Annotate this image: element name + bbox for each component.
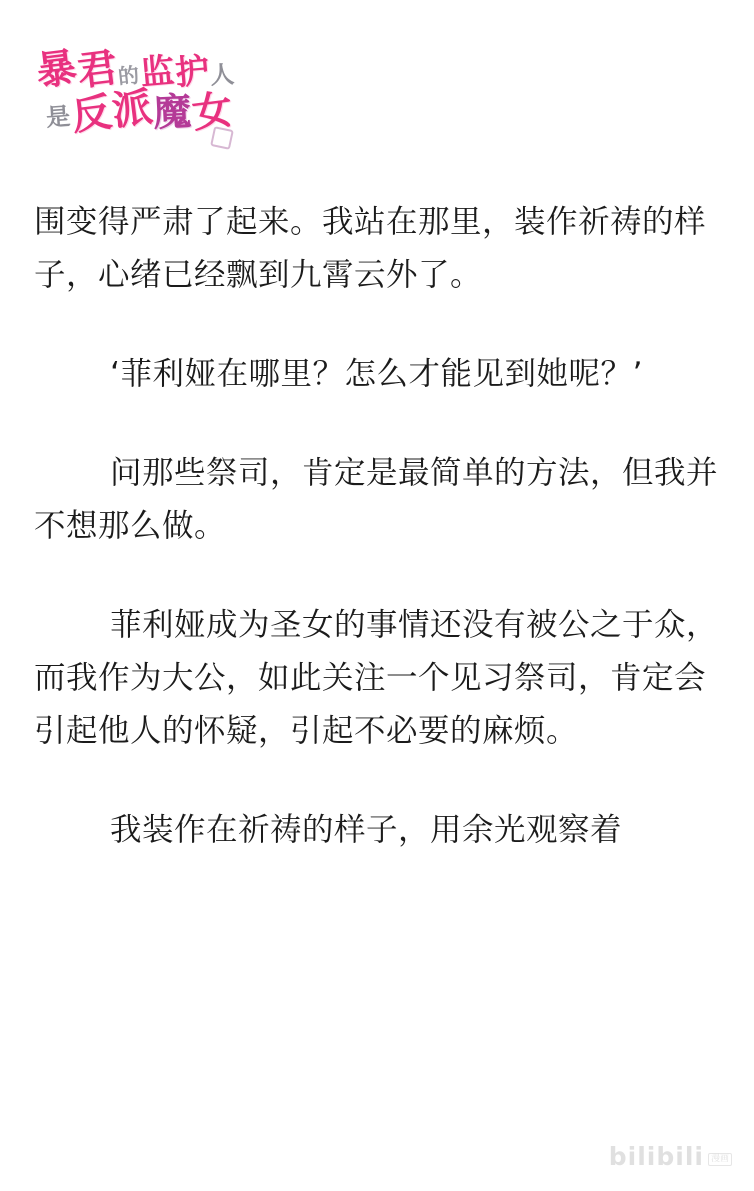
watermark-badge: 漫画 xyxy=(708,1153,732,1166)
title-char-7: 是 xyxy=(45,101,73,132)
sparkle-icon xyxy=(210,126,234,150)
title-char-8: 反派 xyxy=(68,83,156,140)
title-char-1: 暴 xyxy=(33,43,81,96)
title-char-5: 护 xyxy=(173,50,212,94)
chapter-text-body xyxy=(34,196,724,857)
title-char-2: 君 xyxy=(74,43,122,96)
title-char-3: 的 xyxy=(116,61,142,90)
title-char-6: 人 xyxy=(209,59,237,90)
paragraph: 我装作在祈祷的样子，用余光观察着 xyxy=(110,812,623,848)
paragraph: 问那些祭司，肯定是最简单的方法，但我并不想那么做。 xyxy=(34,455,719,544)
title-char-9: 魔 xyxy=(152,88,194,135)
paragraph: 围变得严肃了起来。我站在那里，装作祈祷的样子，心绪已经飘到九霄云外了。 xyxy=(34,204,707,293)
watermark-text: bilibili xyxy=(608,1142,704,1171)
paragraph: ‘菲利娅在哪里？怎么才能见到她呢？’ xyxy=(110,356,644,392)
title-char-10: 女 xyxy=(189,85,237,138)
bilibili-watermark xyxy=(609,1144,732,1169)
series-title-line-2 xyxy=(45,80,237,140)
paragraph: 菲利娅成为圣女的事情还没有被公之于众，而我作为大公，如此关注一个见习祭司，肯定会引起他人的怀疑，引起不必要的麻烦。 xyxy=(34,607,719,749)
title-char-4: 监 xyxy=(138,50,177,94)
series-title-logo xyxy=(33,28,296,140)
